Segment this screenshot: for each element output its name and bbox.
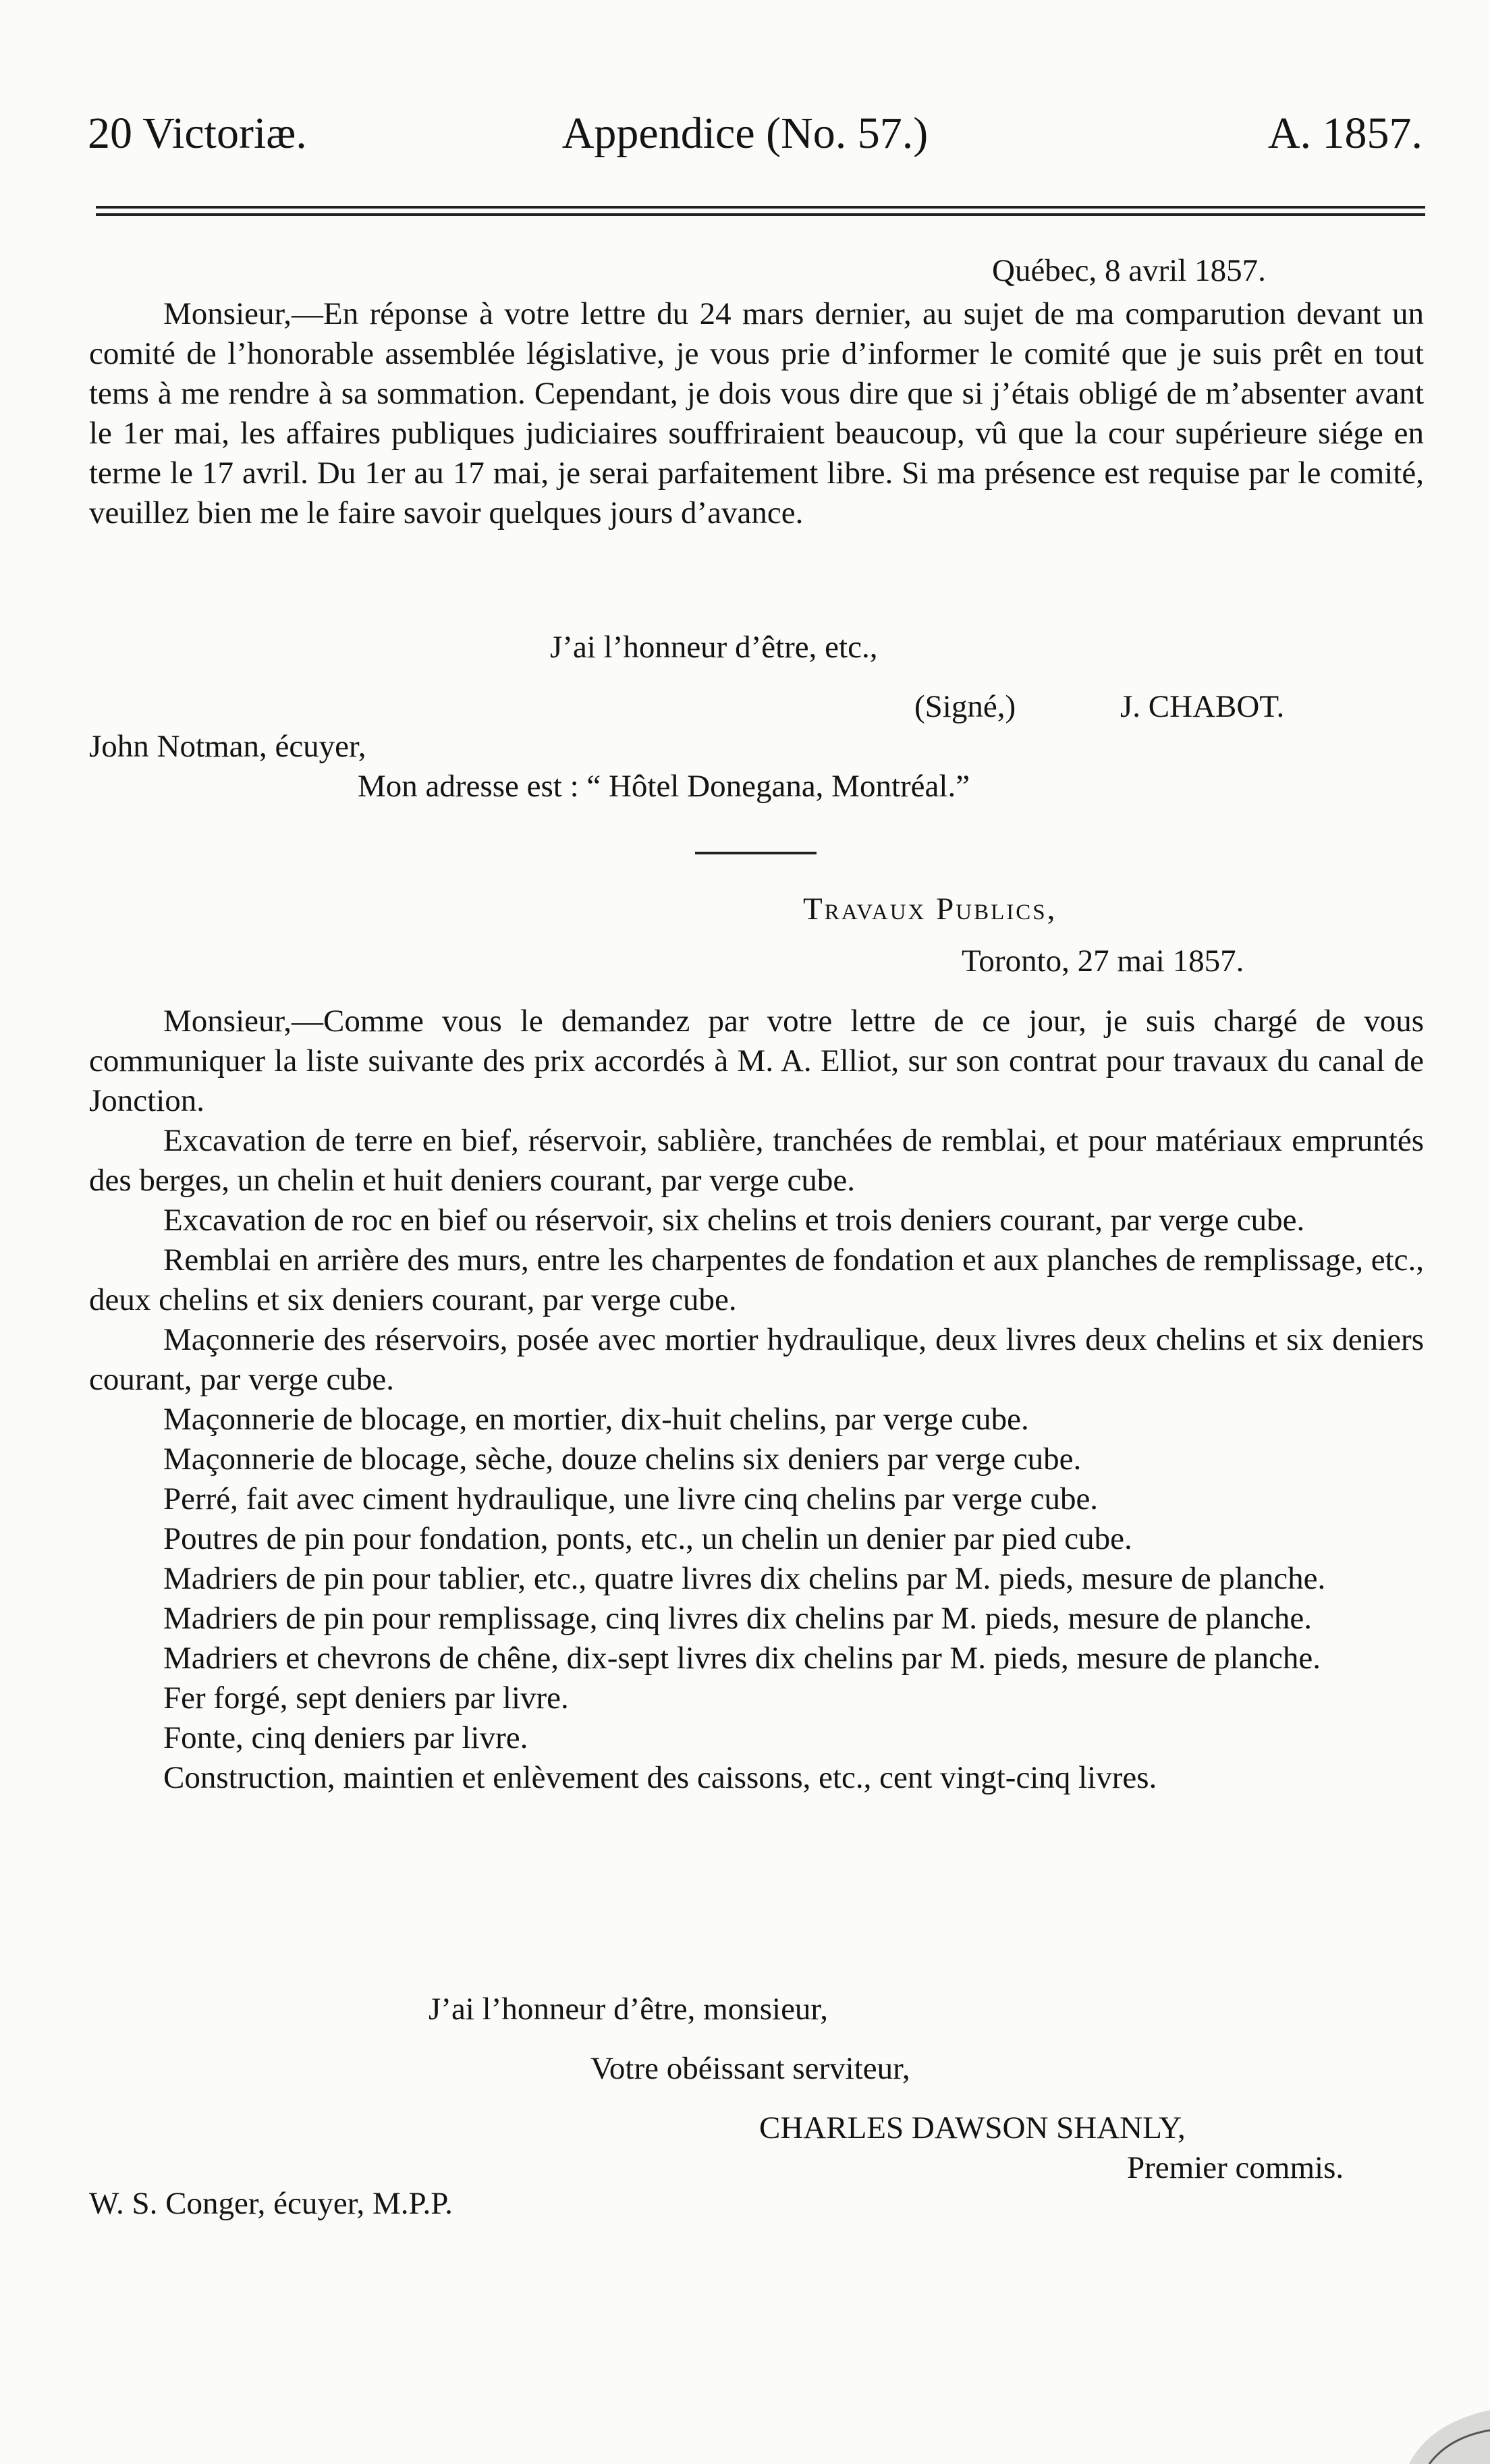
header-year: A. 1857.	[1267, 109, 1423, 158]
price-item: Perré, fait avec ciment hydraulique, une livre cinq chelins par verge cube.	[163, 1481, 1099, 1516]
letter2-heading: Travaux Publics,	[803, 892, 1057, 927]
price-item: Fer forgé, sept deniers par livre.	[163, 1680, 569, 1716]
price-item: Madriers de pin pour tablier, etc., quatre livres dix chelins par M. pieds, mesure de planche.	[163, 1561, 1326, 1596]
header-session: 20 Victoriæ.	[88, 109, 307, 158]
letter1-addressee: John Notman, écuyer,	[89, 729, 366, 764]
letter1-signed: (Signé,)	[914, 689, 1016, 724]
price-item: Excavation de roc en bief ou réservoir, six chelins et trois deniers courant, par verge cube.	[163, 1203, 1305, 1238]
letter1-closing: J’ai l’honneur d’être, etc.,	[550, 630, 878, 665]
letter2-dateline: Toronto, 27 mai 1857.	[962, 943, 1244, 979]
letter1-signature: J. CHABOT.	[1120, 689, 1285, 724]
header-rule-bottom	[96, 213, 1425, 216]
price-item: Madriers de pin pour remplissage, cinq livres dix chelins par M. pieds, mesure de planche.	[163, 1601, 1312, 1636]
letter2-signature: CHARLES DAWSON SHANLY,	[759, 2110, 1186, 2145]
price-item: Remblai en arrière des murs, entre les charpentes de fondation et aux planches de remplissage, etc., deux chelins et six deniers courant, par verge cube.	[89, 1242, 1424, 1317]
letter1-address-note: Mon adresse est : “ Hôtel Donegana, Montréal.”	[358, 769, 970, 804]
letter2-closing: J’ai l’honneur d’être, monsieur,	[429, 1992, 828, 2027]
header-rule-top	[96, 206, 1425, 209]
price-item: Maçonnerie de blocage, en mortier, dix-huit chelins, par verge cube.	[163, 1402, 1029, 1437]
header-appendix: Appendice (No. 57.)	[561, 109, 929, 158]
letter2-addressee: W. S. Conger, écuyer, M.P.P.	[89, 2186, 453, 2221]
price-item: Maçonnerie des réservoirs, posée avec mortier hydraulique, deux livres deux chelins et six deniers courant, par verge cube.	[89, 1322, 1424, 1397]
price-item: Excavation de terre en bief, réservoir, sablière, tranchées de remblai, et pour matériaux empruntés des berges, un chelin et huit deniers courant, par verge cube.	[89, 1123, 1424, 1198]
price-item: Construction, maintien et enlèvement des caissons, etc., cent vingt-cinq livres.	[163, 1760, 1157, 1795]
letter1-paragraph: Monsieur,—En réponse à votre lettre du 24 mars dernier, au sujet de ma comparution devant un comité de l’honorable assemblée législative, je vous prie d’informer le comité que je suis prêt en tout tems à me rendre à sa sommation. Cependant, je dois vous dire que si j’étais obligé de m’absenter avant le 1er mai, les affaires publiques judiciaires souffriraient beaucoup, vû que la cour supérieure siége en terme le 17 avril. Du 1er au 17 mai, je serai parfaitement libre. Si ma présence est requise par le comité, veuillez bien me le faire savoir quelques jours d’avance.	[89, 296, 1424, 530]
page-corner-stamp	[1402, 2363, 1490, 2464]
price-item: Madriers et chevrons de chêne, dix-sept livres dix chelins par M. pieds, mesure de planche.	[163, 1641, 1321, 1676]
letter2-paragraph: Monsieur,—Comme vous le demandez par votre lettre de ce jour, je suis chargé de vous communiquer la liste suivante des prix accordés à M. A. Elliot, sur son contrat pour travaux du canal de Jonction.	[89, 1004, 1424, 1118]
price-item: Poutres de pin pour fondation, ponts, etc., un chelin un denier par pied cube.	[163, 1521, 1132, 1556]
letter2-title: Premier commis.	[1127, 2150, 1344, 2185]
letter1-dateline: Québec, 8 avril 1857.	[992, 253, 1266, 288]
price-item: Maçonnerie de blocage, sèche, douze chelins six deniers par verge cube.	[163, 1442, 1082, 1477]
letter2-body	[89, 1002, 1424, 1798]
price-item: Fonte, cinq deniers par livre.	[163, 1720, 528, 1755]
section-separator	[695, 852, 817, 854]
letter1-body	[89, 294, 1424, 533]
letter2-closing2: Votre obéissant serviteur,	[590, 2051, 910, 2086]
